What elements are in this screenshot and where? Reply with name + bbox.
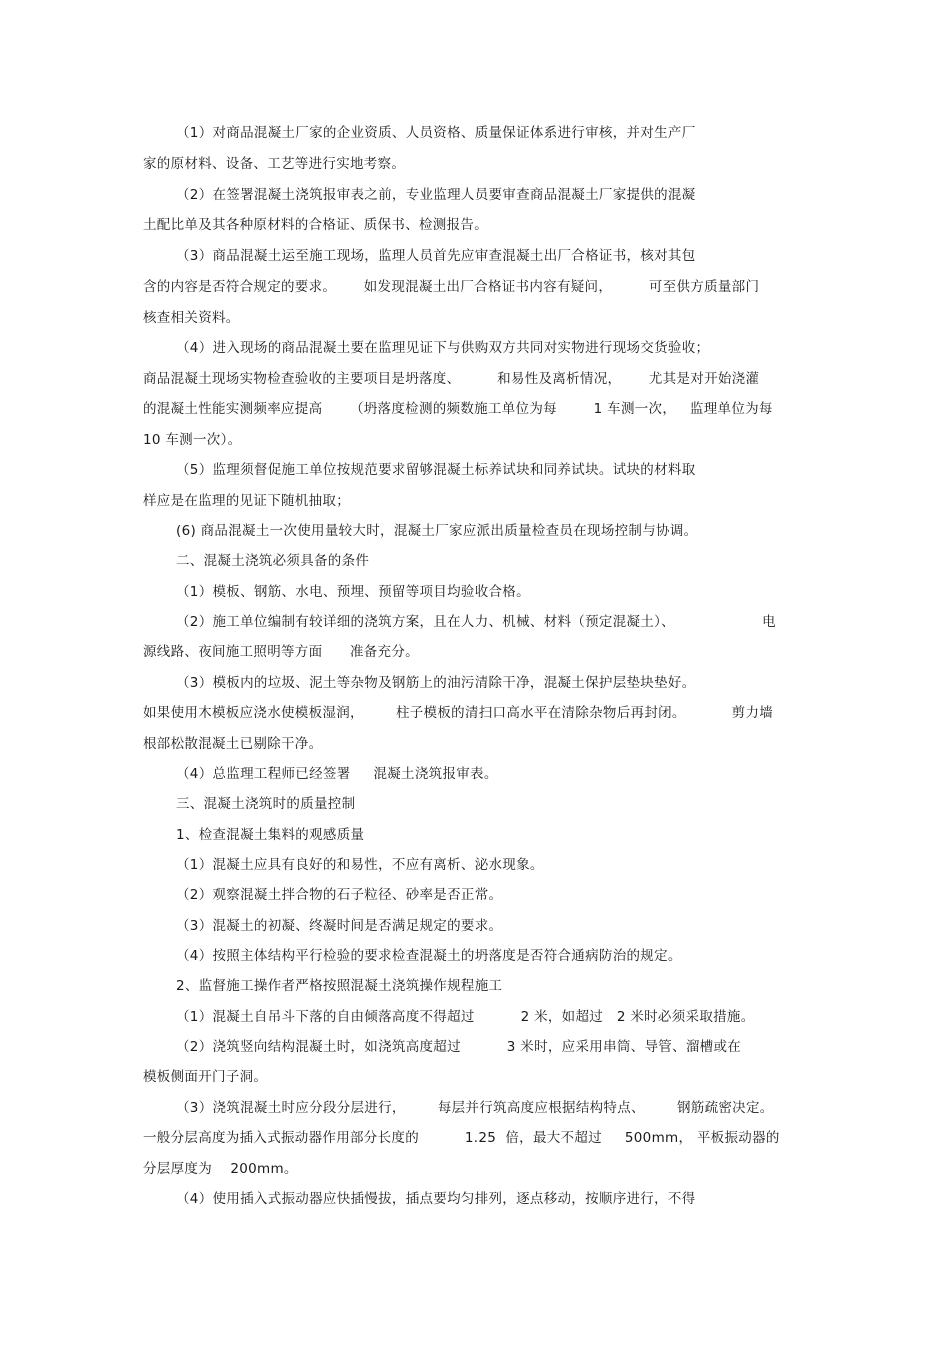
text-line: 土配比单及其各种原材料的合格证、质保书、检测报告。 [143,217,488,233]
text-line: 模板侧面开门子洞。 [143,1069,268,1085]
section-heading: 三、混凝土浇筑时的质量控制 [176,796,356,812]
text-line: （3）混凝土的初凝、终凝时间是否满足规定的要求。 [176,918,503,934]
section-heading: 二、混凝土浇筑必须具备的条件 [176,553,370,569]
text-line: 家的原材料、设备、工艺等进行实地考察。 [143,156,406,172]
text-line: 如果使用木模板应浇水使模板湿润， 柱子模板的清扫口高水平在清除杂物后再封闭。 剪力墙 [143,705,774,721]
text-line: 分层厚度为 200mm。 [143,1161,298,1177]
text-line: （1）对商品混凝土厂家的企业资质、人员资格、质量保证体系进行审核，并对生产厂 [176,125,696,141]
text-line: （2）观察混凝土拌合物的石子粒径、砂率是否正常。 [176,887,503,903]
subsection-heading: 2、监督施工操作者严格按照混凝土浇筑操作规程施工 [176,978,503,994]
text-line: （1）混凝土自吊斗下落的自由倾落高度不得超过 2 米，如超过 2 米时必须采取措施。 [176,1009,755,1025]
text-line: 一般分层高度为插入式振动器作用部分长度的 1.25 倍，最大不超过 500mm， 平板振动器的 [143,1130,780,1146]
text-line: （2）浇筑竖向结构混凝土时，如浇筑高度超过 3 米时，应采用串筒、导管、溜槽或在 [176,1039,742,1055]
text-line: （4）进入现场的商品混凝土要在监理见证下与供购双方共同对实物进行现场交货验收； [176,340,710,356]
text-line: （1）模板、钢筋、水电、预埋、预留等项目均验收合格。 [176,584,530,600]
text-line: （1）混凝土应具有良好的和易性，不应有离析、泌水现象。 [176,857,544,873]
text-line: (6) 商品混凝土一次使用量较大时，混凝土厂家应派出质量检查员在现场控制与协调。 [176,523,698,539]
text-line: （4）使用插入式振动器应快插慢拔，插点要均匀排列，逐点移动，按顺序进行，不得 [176,1191,696,1207]
text-line: 根部松散混凝土已剔除干净。 [143,736,323,752]
text-line: 商品混凝土现场实物检查验收的主要项目是坍落度、 和易性及离析情况， 尤其是对开始浇灌 [143,371,760,387]
text-line: （2）施工单位编制有较详细的浇筑方案，且在人力、机械、材料（预定混凝土）、 电 [176,614,776,630]
text-line: 含的内容是否符合规定的要求。 如发现混凝土出厂合格证书内容有疑问， 可至供方质量部门 [143,279,760,295]
text-line: 10 车测一次）。 [143,432,242,448]
text-line: （2）在签署混凝土浇筑报审表之前，专业监理人员要审查商品混凝土厂家提供的混凝 [176,187,696,203]
text-line: 核查相关资料。 [143,310,240,326]
text-line: 源线路、夜间施工照明等方面 准备充分。 [143,644,419,660]
text-line: （5）监理须督促施工单位按规范要求留够混凝土标养试块和同养试块。试块的材料取 [176,462,696,478]
subsection-heading: 1、检查混凝土集料的观感质量 [176,827,365,843]
text-line: （3）模板内的垃圾、泥土等杂物及钢筋上的油污清除干净，混凝土保护层垫块垫好。 [176,675,696,691]
text-line: （4）总监理工程师已经签署 混凝土浇筑报审表。 [176,766,498,782]
text-line: 样应是在监理的见证下随机抽取； [143,493,350,509]
text-line: （3）浇筑混凝土时应分段分层进行， 每层并行筑高度应根据结构特点、 钢筋疏密决定。 [176,1100,774,1116]
text-line: （4）按照主体结构平行检验的要求检查混凝土的坍落度是否符合通病防治的规定。 [176,948,682,964]
text-line: 的混凝土性能实测频率应提高 （坍落度检测的频数施工单位为每 1 车测一次， 监理单位为每 [143,401,773,417]
text-line: （3）商品混凝土运至施工现场，监理人员首先应审查混凝土出厂合格证书，核对其包 [176,248,696,264]
